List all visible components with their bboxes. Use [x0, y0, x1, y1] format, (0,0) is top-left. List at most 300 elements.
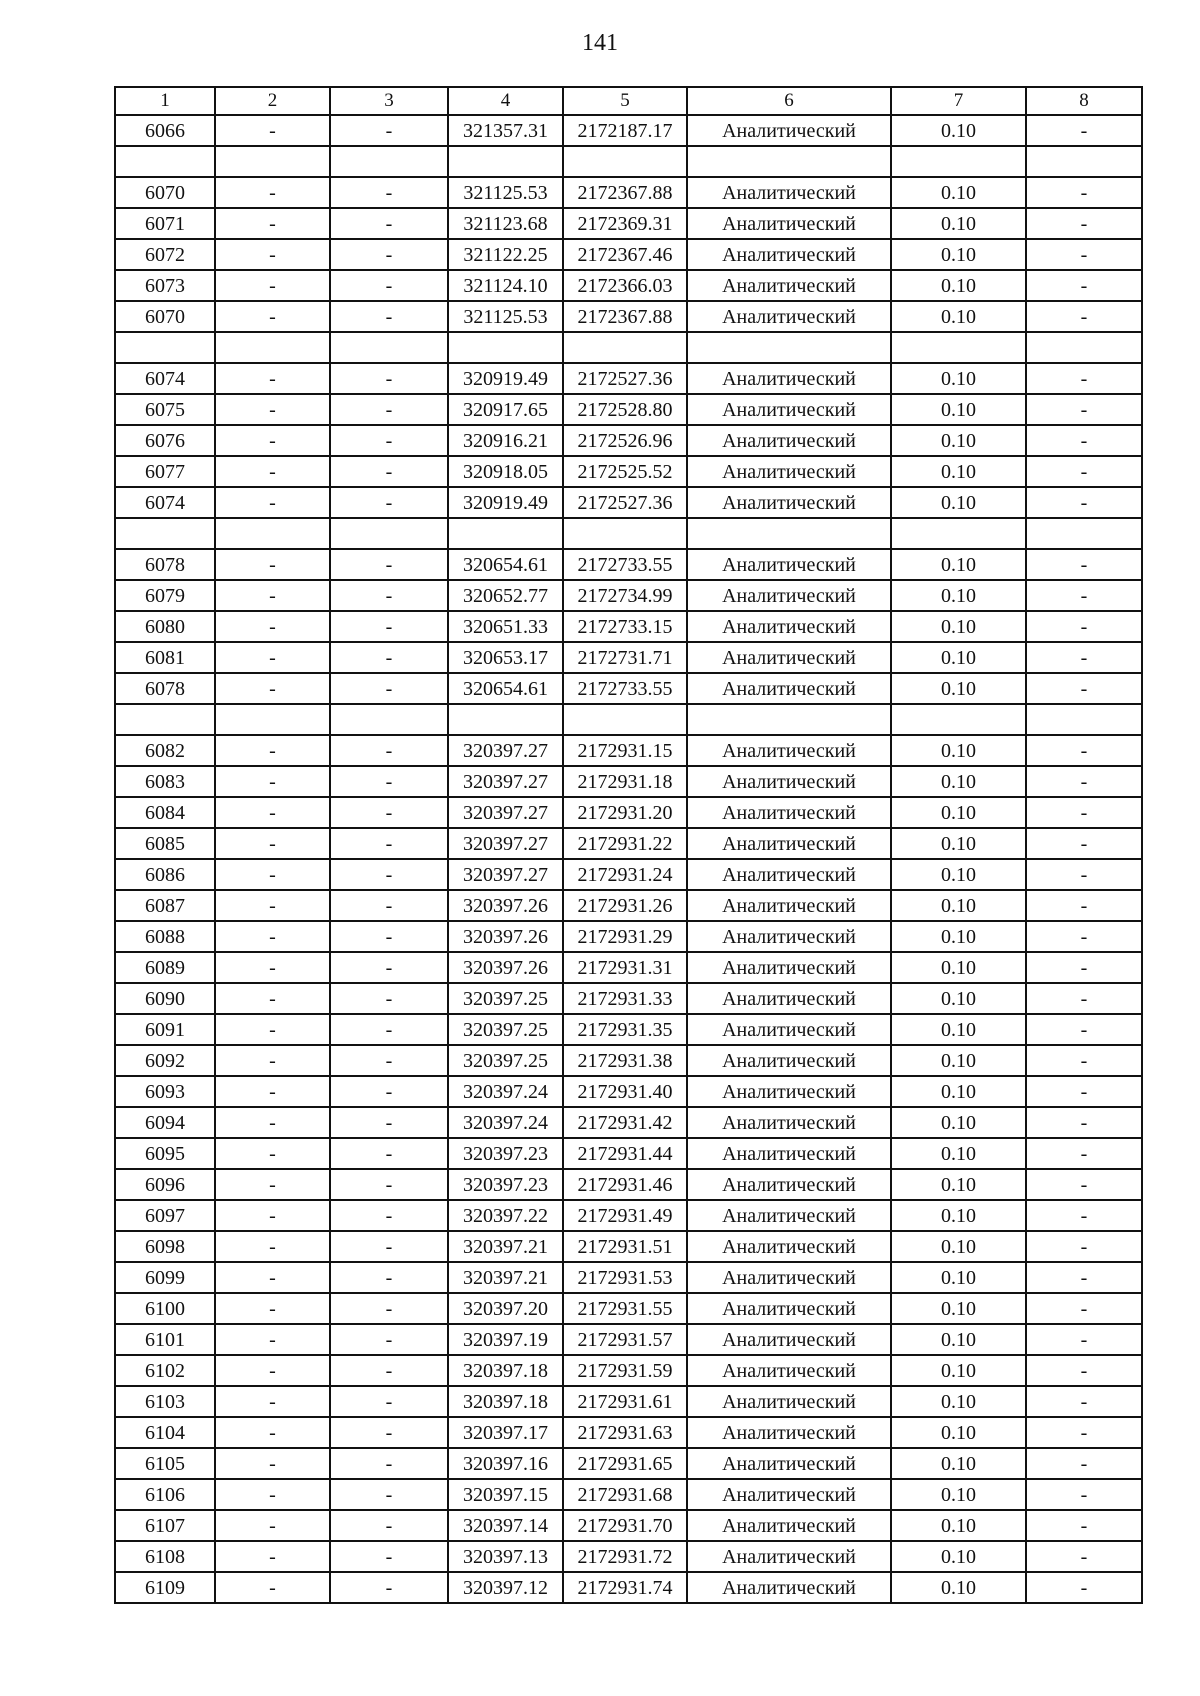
table-cell: 320397.27	[448, 766, 563, 797]
table-cell: 2172931.15	[563, 735, 687, 766]
table-cell	[215, 518, 330, 549]
table-cell: 0.10	[891, 1355, 1026, 1386]
table-cell: 6085	[115, 828, 215, 859]
table-cell: 0.10	[891, 890, 1026, 921]
table-cell	[448, 146, 563, 177]
table-cell: 6093	[115, 1076, 215, 1107]
table-row	[115, 611, 1142, 642]
table-cell: 6078	[115, 549, 215, 580]
table-cell: -	[330, 208, 448, 239]
table-cell: -	[215, 921, 330, 952]
table-row	[115, 828, 1142, 859]
table-cell: 320397.12	[448, 1572, 563, 1603]
table-cell	[687, 704, 891, 735]
table-cell: -	[330, 797, 448, 828]
table-cell: 6066	[115, 115, 215, 146]
table-row	[115, 642, 1142, 673]
table-cell: -	[215, 487, 330, 518]
table-row	[115, 1262, 1142, 1293]
table-row	[115, 859, 1142, 890]
table-cell: Аналитический	[687, 1231, 891, 1262]
table-cell: 0.10	[891, 1448, 1026, 1479]
table-cell: -	[330, 549, 448, 580]
table-cell: 6090	[115, 983, 215, 1014]
table-row	[115, 673, 1142, 704]
table-cell: 0.10	[891, 580, 1026, 611]
table-cell: -	[1026, 1386, 1142, 1417]
table-cell: Аналитический	[687, 642, 891, 673]
table-cell: 2172187.17	[563, 115, 687, 146]
table-cell: 2172369.31	[563, 208, 687, 239]
table-row	[115, 1386, 1142, 1417]
table-spacer-row	[115, 146, 1142, 177]
table-cell: 2172931.63	[563, 1417, 687, 1448]
table-cell: 0.10	[891, 1324, 1026, 1355]
table-cell: -	[215, 828, 330, 859]
table-spacer-row	[115, 704, 1142, 735]
table-cell	[330, 704, 448, 735]
table-cell: -	[1026, 1355, 1142, 1386]
table-cell: Аналитический	[687, 797, 891, 828]
table-cell: 2172931.59	[563, 1355, 687, 1386]
table-cell: -	[215, 1014, 330, 1045]
table-cell: 0.10	[891, 1107, 1026, 1138]
column-header: 8	[1026, 87, 1142, 115]
table-row	[115, 1076, 1142, 1107]
table-cell	[563, 146, 687, 177]
table-cell: 2172931.53	[563, 1262, 687, 1293]
table-cell: -	[215, 270, 330, 301]
table-cell: -	[330, 1169, 448, 1200]
table-cell: -	[330, 952, 448, 983]
table-cell: Аналитический	[687, 115, 891, 146]
table-cell: 0.10	[891, 611, 1026, 642]
table-cell: -	[1026, 1076, 1142, 1107]
table-cell	[448, 704, 563, 735]
table-cell: -	[1026, 1231, 1142, 1262]
table-row	[115, 1479, 1142, 1510]
table-cell	[330, 146, 448, 177]
table-cell: Аналитический	[687, 952, 891, 983]
table-cell	[115, 518, 215, 549]
table-row	[115, 890, 1142, 921]
table-cell: -	[330, 859, 448, 890]
table-cell: 0.10	[891, 673, 1026, 704]
column-header: 6	[687, 87, 891, 115]
table-cell: 2172931.35	[563, 1014, 687, 1045]
table-cell: 321125.53	[448, 301, 563, 332]
table-cell	[215, 146, 330, 177]
table-cell: -	[330, 1200, 448, 1231]
table-cell: Аналитический	[687, 487, 891, 518]
table-cell: 6088	[115, 921, 215, 952]
table-cell: Аналитический	[687, 611, 891, 642]
table-cell	[448, 518, 563, 549]
table-cell: 0.10	[891, 1262, 1026, 1293]
table-cell: -	[1026, 208, 1142, 239]
table-cell: 0.10	[891, 1293, 1026, 1324]
table-cell	[115, 704, 215, 735]
table-cell: 320397.24	[448, 1076, 563, 1107]
table-cell: 320397.25	[448, 1014, 563, 1045]
table-cell: -	[330, 1045, 448, 1076]
table-cell: -	[215, 1510, 330, 1541]
table-cell: -	[1026, 1045, 1142, 1076]
table-cell: 0.10	[891, 1045, 1026, 1076]
table-cell: -	[330, 1448, 448, 1479]
table-cell: -	[1026, 580, 1142, 611]
table-cell: -	[1026, 1324, 1142, 1355]
table-cell: -	[215, 673, 330, 704]
table-cell: -	[330, 177, 448, 208]
table-cell: -	[215, 1355, 330, 1386]
table-cell: 6108	[115, 1541, 215, 1572]
table-cell: -	[215, 1324, 330, 1355]
table-cell: -	[215, 1386, 330, 1417]
table-row	[115, 1169, 1142, 1200]
table-cell: Аналитический	[687, 177, 891, 208]
table-cell: -	[1026, 642, 1142, 673]
table-row	[115, 549, 1142, 580]
table-cell: -	[1026, 1200, 1142, 1231]
table-cell: -	[330, 1355, 448, 1386]
table-cell: -	[1026, 487, 1142, 518]
table-cell: -	[330, 828, 448, 859]
table-cell: -	[215, 1572, 330, 1603]
table-cell: 320397.20	[448, 1293, 563, 1324]
table-cell: -	[1026, 983, 1142, 1014]
column-header: 1	[115, 87, 215, 115]
table-cell: 6074	[115, 363, 215, 394]
table-cell: -	[1026, 301, 1142, 332]
table-cell: 6083	[115, 766, 215, 797]
table-cell: 2172931.74	[563, 1572, 687, 1603]
table-cell: -	[1026, 1293, 1142, 1324]
table-cell: -	[330, 611, 448, 642]
table-cell: Аналитический	[687, 1386, 891, 1417]
table-cell: -	[330, 1293, 448, 1324]
table-cell: -	[215, 1448, 330, 1479]
table-cell: -	[215, 735, 330, 766]
table-cell: 320397.13	[448, 1541, 563, 1572]
table-cell: 2172931.33	[563, 983, 687, 1014]
table-cell: -	[215, 363, 330, 394]
table-cell: -	[1026, 270, 1142, 301]
table-cell: 320397.21	[448, 1231, 563, 1262]
table-cell: Аналитический	[687, 1324, 891, 1355]
table-cell: 2172733.55	[563, 549, 687, 580]
table-cell: -	[215, 1169, 330, 1200]
table-cell: 6080	[115, 611, 215, 642]
table-cell: 6104	[115, 1417, 215, 1448]
table-cell: -	[215, 301, 330, 332]
table-cell	[1026, 146, 1142, 177]
table-cell: 321357.31	[448, 115, 563, 146]
table-cell: 320917.65	[448, 394, 563, 425]
table-cell: Аналитический	[687, 828, 891, 859]
table-cell: 2172367.46	[563, 239, 687, 270]
table-cell: -	[1026, 456, 1142, 487]
table-cell: Аналитический	[687, 456, 891, 487]
table-cell: 2172931.57	[563, 1324, 687, 1355]
table-cell: -	[215, 1293, 330, 1324]
table-cell: 0.10	[891, 983, 1026, 1014]
table-cell: 320397.16	[448, 1448, 563, 1479]
table-cell: -	[330, 1541, 448, 1572]
table-row	[115, 952, 1142, 983]
table-cell: 320397.26	[448, 890, 563, 921]
table-row	[115, 394, 1142, 425]
table-cell: -	[215, 208, 330, 239]
table-cell: -	[330, 1572, 448, 1603]
table-cell: -	[215, 1200, 330, 1231]
table-cell: Аналитический	[687, 859, 891, 890]
table-cell: 0.10	[891, 363, 1026, 394]
table-cell: -	[215, 1479, 330, 1510]
table-cell: -	[215, 239, 330, 270]
table-cell: 2172527.36	[563, 487, 687, 518]
table-cell	[115, 146, 215, 177]
table-cell: -	[215, 549, 330, 580]
table-row	[115, 1324, 1142, 1355]
table-cell: 320397.27	[448, 735, 563, 766]
table-cell: Аналитический	[687, 1448, 891, 1479]
table-cell: 0.10	[891, 115, 1026, 146]
table-row	[115, 1417, 1142, 1448]
table-cell: 2172931.72	[563, 1541, 687, 1572]
table-cell: 2172931.61	[563, 1386, 687, 1417]
table-cell: 320652.77	[448, 580, 563, 611]
table-cell: -	[1026, 425, 1142, 456]
table-cell: 321122.25	[448, 239, 563, 270]
table-cell: -	[330, 456, 448, 487]
table-cell: Аналитический	[687, 1479, 891, 1510]
table-row	[115, 1355, 1142, 1386]
table-cell: -	[1026, 673, 1142, 704]
table-cell: 2172367.88	[563, 301, 687, 332]
table-cell: 320397.25	[448, 1045, 563, 1076]
table-cell: 6103	[115, 1386, 215, 1417]
table-cell: -	[330, 425, 448, 456]
table-cell	[563, 518, 687, 549]
table-row	[115, 363, 1142, 394]
table-cell: -	[330, 766, 448, 797]
table-cell: 2172367.88	[563, 177, 687, 208]
table-cell: Аналитический	[687, 921, 891, 952]
table-cell: -	[1026, 1014, 1142, 1045]
table-row	[115, 239, 1142, 270]
table-cell: Аналитический	[687, 766, 891, 797]
table-cell: -	[330, 1324, 448, 1355]
table-cell: Аналитический	[687, 1138, 891, 1169]
table-cell: 320397.26	[448, 952, 563, 983]
table-row	[115, 1541, 1142, 1572]
table-cell: -	[1026, 735, 1142, 766]
table-cell: -	[1026, 828, 1142, 859]
table-cell: 0.10	[891, 177, 1026, 208]
table-cell: 0.10	[891, 952, 1026, 983]
table-cell: -	[1026, 1417, 1142, 1448]
table-row	[115, 177, 1142, 208]
table-cell: 6089	[115, 952, 215, 983]
table-cell: 2172525.52	[563, 456, 687, 487]
table-cell: Аналитический	[687, 890, 891, 921]
table-cell: 6101	[115, 1324, 215, 1355]
table-cell: 320397.26	[448, 921, 563, 952]
table-cell: -	[215, 1138, 330, 1169]
table-spacer-row	[115, 332, 1142, 363]
table-cell: 6073	[115, 270, 215, 301]
table-cell: 6081	[115, 642, 215, 673]
table-cell: 6086	[115, 859, 215, 890]
table-cell: 6099	[115, 1262, 215, 1293]
table-cell: -	[1026, 859, 1142, 890]
table-cell: 0.10	[891, 766, 1026, 797]
table-cell: -	[215, 1417, 330, 1448]
table-cell: 2172366.03	[563, 270, 687, 301]
table-cell: -	[215, 456, 330, 487]
table-cell: 6102	[115, 1355, 215, 1386]
table-cell: -	[1026, 363, 1142, 394]
table-cell: 0.10	[891, 456, 1026, 487]
table-cell: 0.10	[891, 425, 1026, 456]
table-cell: -	[330, 1479, 448, 1510]
table-cell: 6096	[115, 1169, 215, 1200]
table-cell: 2172931.68	[563, 1479, 687, 1510]
table-cell: 2172731.71	[563, 642, 687, 673]
table-cell: -	[1026, 921, 1142, 952]
table-cell: 2172931.44	[563, 1138, 687, 1169]
table-cell: -	[1026, 611, 1142, 642]
table-cell: Аналитический	[687, 673, 891, 704]
table-cell: 2172931.20	[563, 797, 687, 828]
table-cell: 0.10	[891, 921, 1026, 952]
table-cell	[1026, 704, 1142, 735]
table-cell: 320654.61	[448, 673, 563, 704]
table-cell: 6071	[115, 208, 215, 239]
table-cell: -	[330, 1262, 448, 1293]
table-cell: -	[215, 1107, 330, 1138]
table-row	[115, 1510, 1142, 1541]
table-cell: 320397.27	[448, 797, 563, 828]
table-cell: 0.10	[891, 239, 1026, 270]
table-cell: 6087	[115, 890, 215, 921]
table-cell: -	[215, 1262, 330, 1293]
table-cell: 2172931.70	[563, 1510, 687, 1541]
column-header: 4	[448, 87, 563, 115]
table-cell: 2172733.15	[563, 611, 687, 642]
table-cell: -	[1026, 1169, 1142, 1200]
table-row	[115, 487, 1142, 518]
table-cell	[563, 332, 687, 363]
table-cell: 320919.49	[448, 363, 563, 394]
table-cell: -	[330, 642, 448, 673]
table-cell: 320919.49	[448, 487, 563, 518]
table-cell: Аналитический	[687, 394, 891, 425]
table-cell: -	[1026, 549, 1142, 580]
table-cell: 320651.33	[448, 611, 563, 642]
table-cell: -	[330, 394, 448, 425]
table-cell: Аналитический	[687, 1200, 891, 1231]
table-cell: Аналитический	[687, 1045, 891, 1076]
table-cell: -	[215, 983, 330, 1014]
table-cell: -	[215, 642, 330, 673]
table-cell: 320397.18	[448, 1386, 563, 1417]
table-row	[115, 1138, 1142, 1169]
table-cell: 320653.17	[448, 642, 563, 673]
table-cell: 2172526.96	[563, 425, 687, 456]
table-cell: -	[330, 1014, 448, 1045]
table-cell: -	[330, 580, 448, 611]
table-cell: 321125.53	[448, 177, 563, 208]
table-cell: 0.10	[891, 1541, 1026, 1572]
table-cell: -	[1026, 890, 1142, 921]
table-cell	[891, 704, 1026, 735]
table-cell: 0.10	[891, 394, 1026, 425]
table-row	[115, 735, 1142, 766]
table-cell: 6078	[115, 673, 215, 704]
table-cell: -	[215, 797, 330, 828]
table-cell: 0.10	[891, 797, 1026, 828]
table-cell: 320397.21	[448, 1262, 563, 1293]
table-cell	[687, 332, 891, 363]
table-cell: -	[330, 1076, 448, 1107]
table-cell: -	[1026, 1572, 1142, 1603]
table-cell	[115, 332, 215, 363]
table-cell: 6082	[115, 735, 215, 766]
table-cell: 320397.22	[448, 1200, 563, 1231]
table-row	[115, 1231, 1142, 1262]
table-cell: -	[1026, 115, 1142, 146]
table-cell: Аналитический	[687, 239, 891, 270]
table-cell: 6070	[115, 301, 215, 332]
table-cell: 0.10	[891, 487, 1026, 518]
table-cell: 320397.27	[448, 828, 563, 859]
table-cell: -	[1026, 239, 1142, 270]
table-row	[115, 1045, 1142, 1076]
table-cell: 2172931.22	[563, 828, 687, 859]
table-cell: -	[215, 890, 330, 921]
table-cell: -	[330, 983, 448, 1014]
table-cell: -	[330, 487, 448, 518]
table-cell: 0.10	[891, 1231, 1026, 1262]
table-cell: 0.10	[891, 1510, 1026, 1541]
table-cell: Аналитический	[687, 1541, 891, 1572]
table-cell: -	[215, 611, 330, 642]
table-row	[115, 425, 1142, 456]
table-cell: -	[330, 1231, 448, 1262]
table-cell: 320654.61	[448, 549, 563, 580]
table-row	[115, 1572, 1142, 1603]
table-row	[115, 301, 1142, 332]
table-cell: 321123.68	[448, 208, 563, 239]
table-cell	[448, 332, 563, 363]
table-cell: 320397.15	[448, 1479, 563, 1510]
table-cell: 321124.10	[448, 270, 563, 301]
table-header	[115, 87, 1142, 115]
table-cell: -	[330, 1107, 448, 1138]
table-cell: 0.10	[891, 270, 1026, 301]
table-cell: 2172931.29	[563, 921, 687, 952]
table-cell: -	[1026, 394, 1142, 425]
table-body	[115, 115, 1142, 1603]
table-cell: Аналитический	[687, 735, 891, 766]
table-cell: 0.10	[891, 1479, 1026, 1510]
table-cell: 0.10	[891, 859, 1026, 890]
table-cell: -	[1026, 766, 1142, 797]
column-header: 3	[330, 87, 448, 115]
table-cell: 2172931.40	[563, 1076, 687, 1107]
